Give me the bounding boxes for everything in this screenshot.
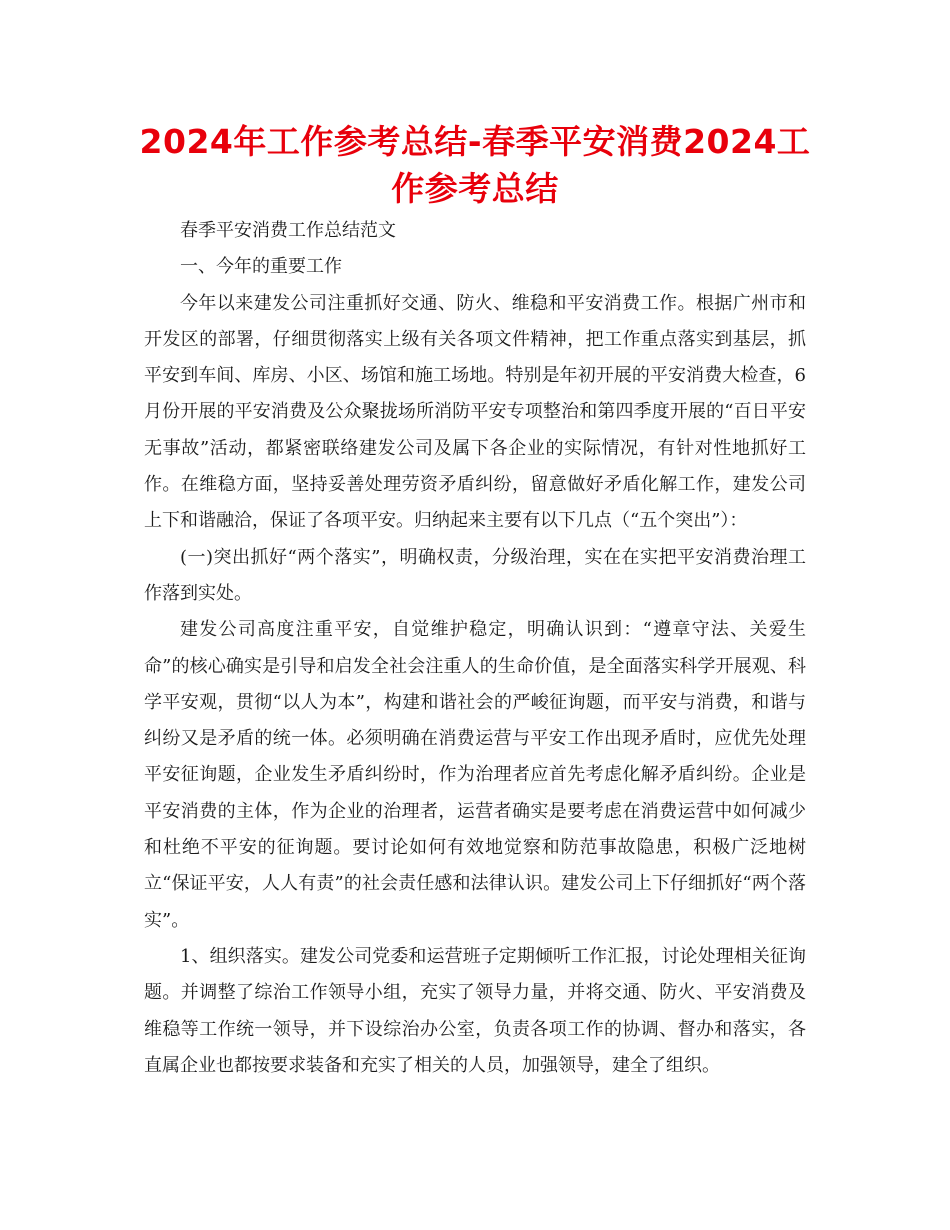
paragraph-section-heading: 一、今年的重要工作 <box>180 256 342 278</box>
paragraph-subtitle: 春季平安消费工作总结范文 <box>180 220 396 241</box>
paragraph-safety-awareness: 建发公司高度注重平安，自觉维护稳定，明确认识到：“遵章守法、关爱生命”的核心确实是引导和启发全社会注重人的生命价值，是全面落实科学开展观、科学平安观，贯彻“以人为本”，构建和谐社会的严峻征询题，而平安与消费，和谐与纠纷又是矛盾的统一体。必须明确在消费运营与平安工作出现矛盾时，应优先处理平安征询题，企业发生矛盾纠纷时，作为治理者应首先考虑化解矛盾纠纷。企业是平安消费的主体，作为企业的治理者，运营者确实是要考虑在消费运营中如何减少和杜绝不平安的征询题。要讨论如何有效地觉察和防范事故隐患，积极广泛地树立“保证平安，人人有责”的社会责任感和法律认识。建发公司上下仔细抓好“两个落实”。 <box>144 619 806 931</box>
paragraph-point-one: (一)突出抓好“两个落实”，明确权责，分级治理，实在在实把平安消费治理工作落到实处。 <box>144 546 806 604</box>
document-body <box>144 213 806 1084</box>
paragraph-organization: 1、组织落实。建发公司党委和运营班子定期倾听工作汇报，讨论处理相关征询题。并调整了综治工作领导小组，充实了领导力量，并将交通、防火、平安消费及维稳等工作统一领导，并下设综治办公室，负责各项工作的协调、督办和落实，各直属企业也都按要求装备和充实了相关的人员，加强领导，建全了组织。 <box>144 945 806 1076</box>
document-title: 2024年工作参考总结-春季平安消费2024工作参考总结 <box>139 122 811 208</box>
paragraph-overview: 今年以来建发公司注重抓好交通、防火、维稳和平安消费工作。根据广州市和开发区的部署，仔细贯彻落实上级有关各项文件精神，把工作重点落实到基层，抓平安到车间、库房、小区、场馆和施工场地。特别是年初开展的平安消费大检查，6月份开展的平安消费及公众聚拢场所消防平安专项整治和第四季度开展的“百日平安无事故”活动，都紧密联络建发公司及属下各企业的实际情况，有针对性地抓好工作。在维稳方面，坚持妥善处理劳资矛盾纠纷，留意做好矛盾化解工作，建发公司上下和谐融洽，保证了各项平安。归纳起来主要有以下几点（“五个突出”）： <box>144 292 806 532</box>
